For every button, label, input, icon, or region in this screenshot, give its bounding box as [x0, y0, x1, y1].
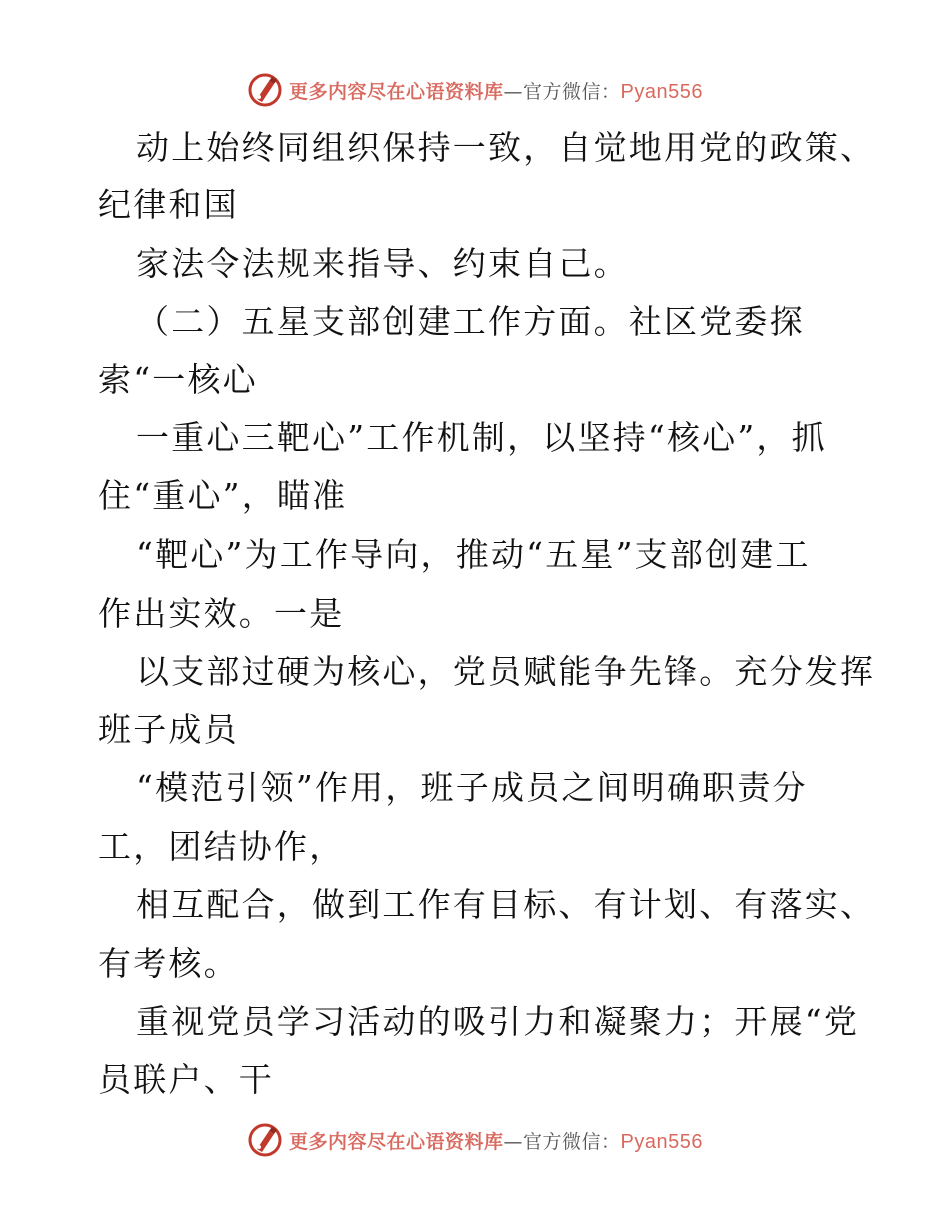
- paragraph-line: 纪律和国: [98, 185, 239, 224]
- section-heading-line: （二）五星支部创建工作方面。社区党委探: [136, 302, 805, 341]
- paragraph-line: 有考核。: [98, 944, 239, 983]
- watermark-brand: 更多内容尽在心语资料库: [289, 1130, 504, 1153]
- paragraph-line: 以支部过硬为核心，党员赋能争先锋。充分发挥: [136, 652, 876, 691]
- paragraph-line: 重视党员学习活动的吸引力和凝聚力；开展“党: [136, 1002, 860, 1041]
- paragraph-line: 员联户、干: [98, 1060, 274, 1099]
- watermark-id: Pyan556: [620, 80, 703, 103]
- watermark-official: —官方微信：: [503, 1130, 621, 1153]
- watermark-id: Pyan556: [620, 1130, 703, 1153]
- paragraph-line: 一重心三靶心”工作机制，以坚持“核心”，抓: [136, 418, 827, 457]
- paragraph-line: 家法令法规来指导、约束自己。: [136, 244, 629, 283]
- paragraph-line: 班子成员: [98, 710, 239, 749]
- paragraph-line: 索“一核心: [98, 360, 258, 399]
- paragraph-line: “模范引领”作用，班子成员之间明确职责分: [136, 768, 808, 807]
- watermark-text: [289, 1127, 703, 1154]
- pen-logo-icon: [247, 1122, 283, 1158]
- paragraph-line: 作出实效。一是: [98, 594, 345, 633]
- paragraph-line: 动上始终同组织保持一致，自觉地用党的政策、: [136, 128, 876, 167]
- paragraph-line: 相互配合，做到工作有目标、有计划、有落实、: [136, 885, 876, 924]
- paragraph-line: 住“重心”，瞄准: [98, 476, 348, 515]
- paragraph-line: 工，团结协作，: [98, 827, 345, 866]
- watermark-brand: 更多内容尽在心语资料库: [289, 80, 504, 103]
- footer-watermark: [0, 1120, 950, 1160]
- paragraph-line: “靶心”为工作导向，推动“五星”支部创建工: [136, 535, 811, 574]
- watermark-official: —官方微信：: [503, 80, 621, 103]
